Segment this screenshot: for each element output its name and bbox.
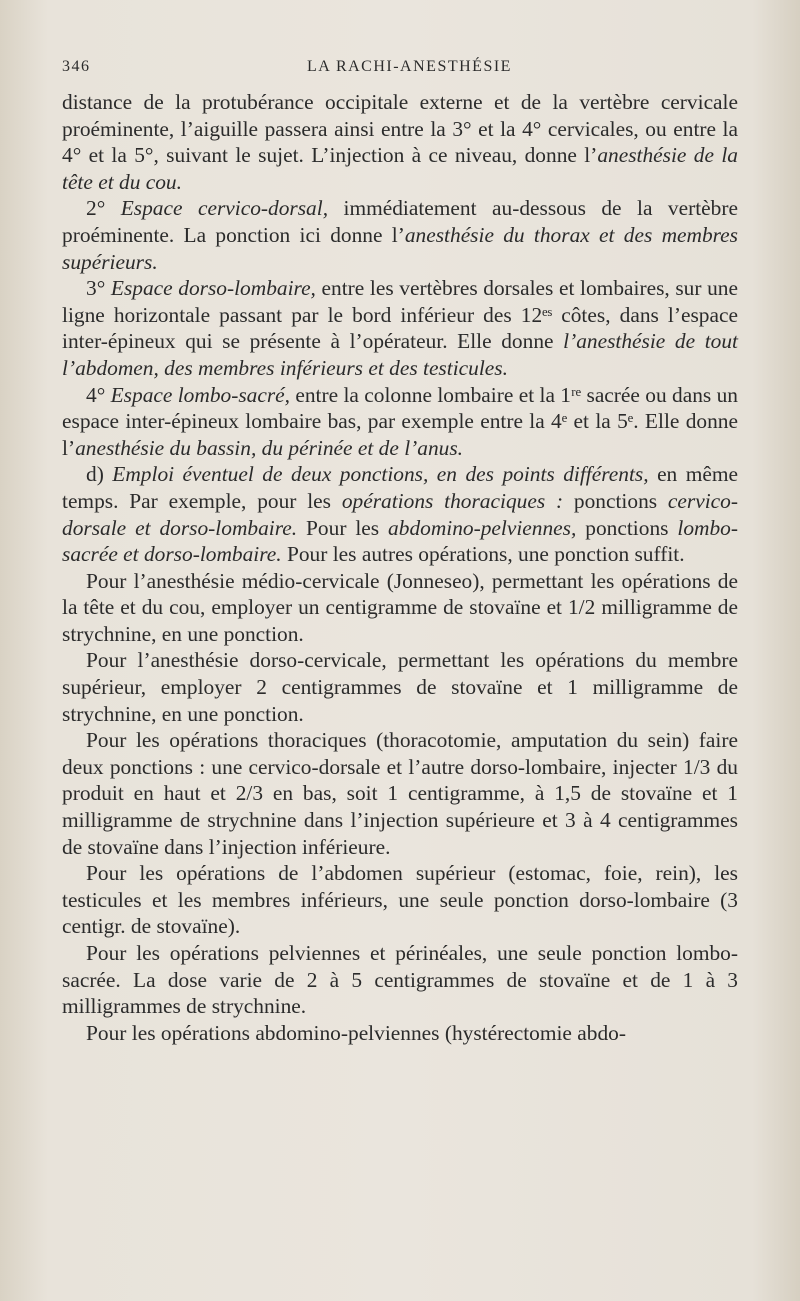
italic-text: anesthésie de la tête et du cou. [62, 143, 738, 194]
text-run: en même temps. Par exemple, pour les [62, 462, 738, 513]
italic-text: Emploi éventuel de deux ponctions, en des points différents, [112, 462, 649, 487]
italic-text: abdomino-pelviennes, [388, 515, 577, 540]
paragraph [62, 275, 738, 381]
paragraph [62, 461, 738, 567]
text-run: Pour l’anesthésie médio-cervicale (Jonneseo), permettant les opérations de la tête et du cou, employer un centigramme de stovaïne et 1/2 milligramme de strychnine, en une ponction. [62, 568, 738, 646]
paragraph [62, 940, 738, 1020]
paragraph [62, 647, 738, 727]
paragraph [62, 568, 738, 648]
page-number: 346 [62, 58, 91, 75]
running-title: LA RACHI-ANESTHÉSIE [307, 58, 512, 75]
italic-text: opérations thoraciques : [341, 488, 564, 513]
text-run: Pour les opérations de l’abdomen supérieur (estomac, foie, rein), les testicules et les membres inférieurs, une seule ponction dorso-lombaire (3 centigr. de stovaïne). [62, 861, 738, 939]
italic-text: l’anesthésie de tout l’abdomen, des membres inférieurs et des testicules. [62, 329, 738, 380]
text-run: entre la colonne lombaire et la 1ʳᵉ sacrée ou dans un espace inter-épineux lombaire bas, par exemple entre la 4ᵉ et la 5ᵉ. Elle donne l’ [62, 382, 738, 460]
text-run: immédiatement au-dessous de la vertèbre proéminente. La ponction ici donne l’ [62, 196, 738, 247]
paragraph [62, 1020, 738, 1047]
italic-text: anesthésie du thorax et des membres supérieurs. [62, 222, 739, 274]
body-text [62, 89, 738, 1046]
text-run: Pour les [297, 515, 389, 540]
italic-text: anesthésie du bassin, du périnée et de l’anus. [75, 435, 464, 460]
italic-text: cervico-dorsale et dorso-lombaire. [62, 488, 738, 540]
text-run: d) [86, 462, 113, 487]
text-run: Pour l’anesthésie dorso-cervicale, permettant les opérations du membre supérieur, employer 2 centigrammes de stovaïne et 1 milligramme de strychnine, en une ponction. [62, 648, 738, 726]
italic-text: lombo-sacrée et dorso-lombaire. [62, 515, 738, 567]
text-run: Pour les opérations thoraciques (thoracotomie, amputation du sein) faire deux ponctions : une cervico-dorsale et l’autre dorso-lombaire, injecter 1/3 du produit en haut et 2/3 en bas, soit 1 centigramme, à 1,5 de stovaïne et 1 milligramme de strychnine dans l’injection supérieure et 3 à 4 centigrammes de stovaïne dans l’injection inférieure. [62, 728, 738, 859]
paragraph [62, 382, 738, 462]
text-run: 3° [86, 276, 111, 301]
paragraph [62, 860, 738, 940]
paragraph [62, 89, 738, 195]
text-run: 4° [86, 382, 111, 407]
text-run: ponctions [576, 515, 678, 540]
text-run: entre les vertèbres dorsales et lombaires, sur une ligne horizontale passant par le bord inférieur des 12ᵉˢ côtes, dans l’espace inter-épineux qui se présente à l’opérateur. Elle donne [62, 276, 738, 354]
text-run: Pour les opérations abdomino-pelviennes (hystérectomie abdo- [86, 1020, 626, 1045]
text-run: ponctions [563, 488, 668, 513]
text-run: distance de la protubérance occipitale externe et de la vertèbre cervicale proéminente, l’aiguille passera ainsi entre la 3° et la 4° cervicales, ou entre la 4° et la 5°, suivant le sujet. L’injection à ce niveau, donne l’ [62, 90, 738, 168]
paragraph [62, 727, 738, 860]
page-header [62, 58, 742, 82]
paragraph [62, 195, 738, 275]
text-run: 2° [86, 196, 121, 221]
italic-text: Espace lombo-sacré, [110, 382, 291, 407]
text-run: Pour les autres opérations, une ponction suffit. [281, 542, 685, 567]
text-run: Pour les opérations pelviennes et périnéales, une seule ponction lombo-sacrée. La dose varie de 2 à 5 centigrammes de stovaïne et de 1 à 3 milligrammes de strychnine. [62, 941, 738, 1019]
italic-text: Espace dorso-lombaire, [110, 276, 316, 301]
italic-text: Espace cervico-dorsal, [120, 196, 329, 221]
